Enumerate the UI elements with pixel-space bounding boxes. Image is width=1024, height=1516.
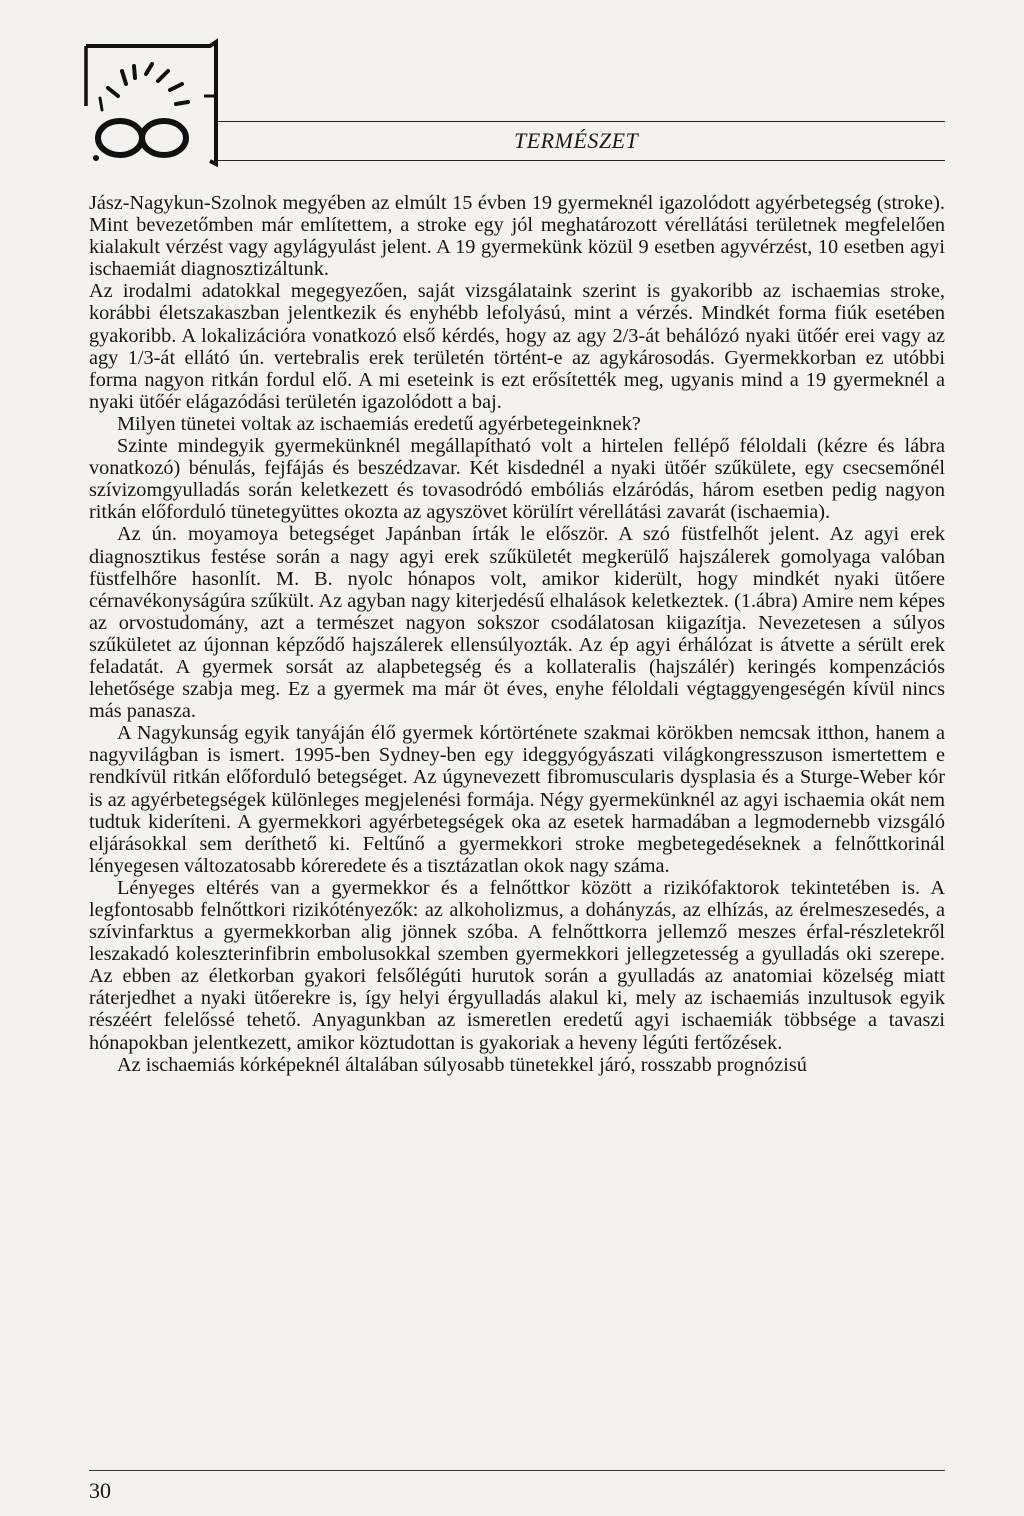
- page-number: 30: [89, 1478, 111, 1503]
- paragraph: Szinte mindegyik gyermekünknél megállapítható volt a hirtelen fellépő féloldali (kézre és lábra vonatkozó) bénulás, fejfájás és beszédzavar. Két kisdednél a nyaki ütőér szűkülete, egy csecsemőnél szívizomgyulladás során keletkezett és tovasodródó embóliás elzáródás, három esetben pedig nagyon ritkán előforduló tünetegyüttes okozta az agyszövet körülírt vérellátási zavarát (ischaemia).: [89, 435, 945, 524]
- header-rule-bottom: [218, 160, 945, 161]
- paragraph: Milyen tünetei voltak az ischaemiás eredetű agyérbetegeinknek?: [117, 412, 641, 435]
- paragraph: A Nagykunság egyik tanyáján élő gyermek kórtörténete szakmai körökben nemcsak itthon, hanem a nagyvilágban is ismert. 1995-ben Sydney-ben egy ideggyógyászati világkongresszuson ismertettem e rendkívül ritkán előforduló betegséget. Az úgynevezett fibromuscularis dysplasia és a Sturge-Weber kór is az agyérbetegségek különleges megjelenési formája. Négy gyermekünknél az agyi ischaemia okát nem tudtuk kideríteni. A gyermekkori agyérbetegségek oka az esetek harmadában a legmodernebb vizsgáló eljárásokkal sem deríthető ki. Feltűnő a gyermekkori stroke megbetegedéseknek a felnőttkorinál lényegesen változatosabb kóreredete és a tisztázatlan okok nagy száma.: [89, 722, 945, 877]
- footer-rule: [89, 1470, 945, 1471]
- paragraph: Jász-Nagykun-Szolnok megyében az elmúlt 15 évben 19 gyermeknél igazolódott agyérbetegség (stroke). Mint bevezetőmben már említettem, a stroke egy jól meghatározott vérellátási területnek megfelelően kialakult vérzést vagy agylágyulást jelent. A 19 gyermekünk közül 9 esetben agyvérzést, 10 esetben agyi ischaemiát diagnosztizáltunk.: [89, 192, 945, 281]
- paragraph: Lényeges eltérés van a gyermekkor és a felnőttkor között a rizikófaktorok tekintetében is. A legfontosabb felnőttkori rizikótényezők: az alkoholizmus, a dohányzás, az elhízás, az érelmeszesedés, a szívinfarktus a gyermekkorban alig jönnek szóba. A felnőttkorra jellemző meszes érfal-részletekről leszakadó koleszterinfibrin embolusokkal szemben gyermekkori jellegzetesség a gyulladás oki szerepe. Az ebben az életkorban gyakori felsőlégúti hurutok során a gyulladás az anatomiai közelség miatt ráterjedhet a nyaki ütőerekre is, így helyi érgyulladás alakul ki, mely az ischaemiás inzultusok egyik részéért felelőssé tehető. Anyagunkban az ismeretlen eredetű agyi ischaemiák többsége a tavaszi hónapokban jelentkezett, amikor köztudottan is gyakoriak a heveny légúti fertőzések.: [89, 876, 945, 1054]
- magazine-logo-icon: [78, 26, 228, 176]
- paragraph: Az irodalmi adatokkal megegyezően, saját vizsgálataink szerint is gyakoribb az ischaemias stroke, korábbi életszakaszban jelentkezik és enyhébb lefolyású, mint a vérzés. Mindkét forma fiúk esetében gyakoribb. A lokalizációra vonatkozó első kérdés, hogy az agy 2/3-át behálózó nyaki ütőér erei vagy az agy 1/3-át ellátó ún. vertebralis erek területén történt-e az agykárosodás. Gyermekkorban ez utóbbi forma nagyon ritkán fordul elő. A mi eseteink is ezt erősítették meg, ugyanis mind a 19 gyermeknél a nyaki ütőér elágazódási területén igazolódott a baj.: [89, 280, 945, 413]
- section-title: TERMÉSZET: [514, 128, 639, 153]
- header-rule-top: [218, 121, 945, 122]
- paragraph: Az ún. moyamoya betegséget Japánban írták le először. A szó füstfelhőt jelent. Az agyi erek diagnosztikus festése során a nagy agyi erek szűkületét megkerülő hajszálerek gomolyaga valóban füstfelhőre hasonlít. M. B. nyolc hónapos volt, amikor kiderült, hogy mindkét nyaki ütőere cérnavékonyságúra szűkült. Az agyban nagy kiterjedésű elhalások keletkeztek. (1.ábra) Amire nem képes az orvostudomány, azt a természet nagyon sokszor csodálatosan kiigazítja. Nevezetesen a súlyos szűkületet az újonnan képződő hajszálerek ellensúlyozták. Az ép agyi érhálózat is átvette a sérült erek feladatát. A gyermek sorsát az alapbetegség és a kollateralis (hajszálér) keringés kompenzációs lehetősége szabja meg. Ez a gyermek ma már öt éves, enyhe féloldali végtaggyengeségén kívül nincs más panasza.: [89, 523, 945, 723]
- paragraph: Az ischaemiás kórképeknél általában súlyosabb tünetekkel járó, rosszabb prognózisú: [117, 1053, 807, 1076]
- article-body: [89, 192, 945, 1076]
